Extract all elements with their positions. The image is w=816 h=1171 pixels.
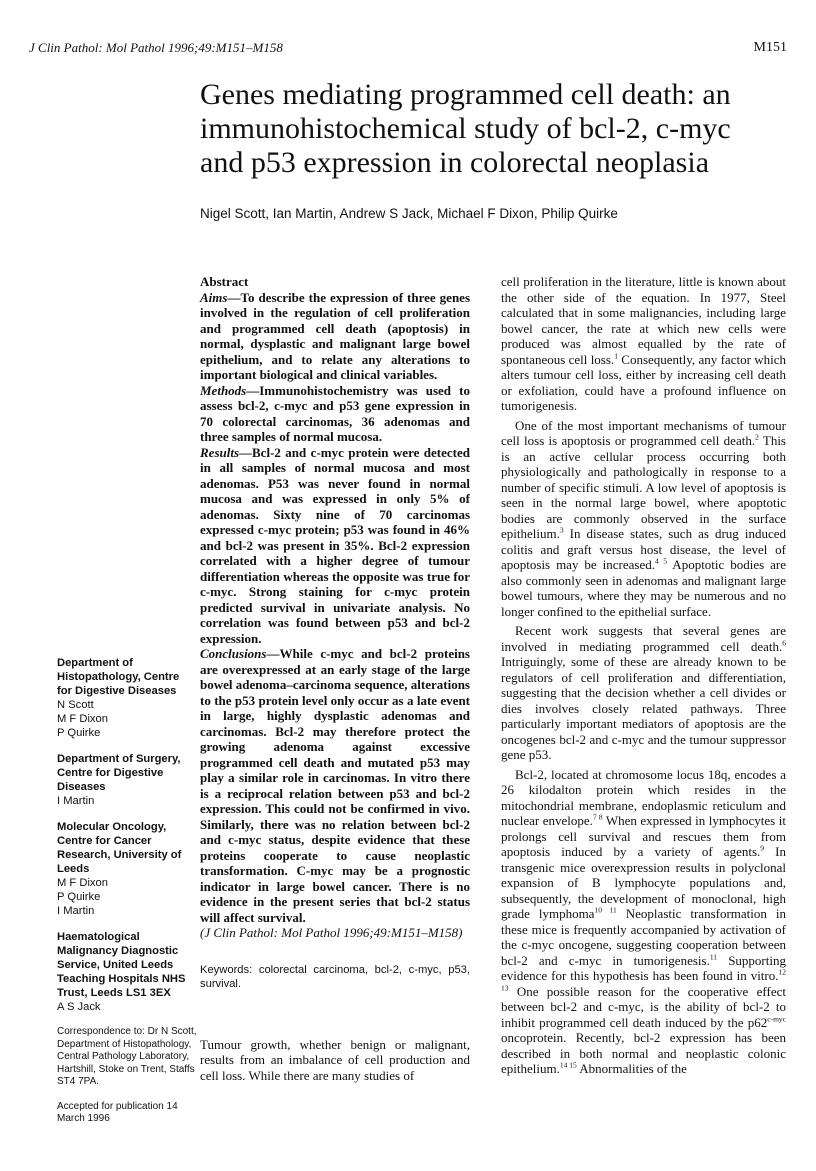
body-paragraph: One of the most important mechanisms of tumour cell loss is apoptosis or programmed cell death.$^2$ This is an active cellular process occurring both physiologically and pathologically in response to a number of specific stimuli. A low level of apoptosis is seen in the normal large bowel, where apoptotic bodies are commonly observed in the surface epithelium.$^3$ In disease states, such as drug induced colitis and graft versus host disease, the level of apoptosis may be increased.$^{4 5}$ Apoptotic bodies are also commonly seen in adenomas and malignant large bowel tumours, where they may be numerous and no longer confined to the epithelial surface.: [501, 417, 787, 619]
affiliation: [57, 656, 197, 740]
reference-mark: 9: [760, 843, 765, 853]
affiliation-author: P Quirke: [57, 727, 101, 739]
article-title: Genes mediating programmed cell death: an immunohistochemical study of bcl-2, c-myc and p53 expression in colorectal neoplasia: [200, 78, 731, 179]
abstract-label: Conclusions: [200, 646, 267, 661]
affiliation-author: M F Dixon: [57, 877, 108, 889]
affiliation-author: P Quirke: [57, 891, 101, 903]
abstract-results: [200, 445, 470, 647]
affiliation-author: A S Jack: [57, 1001, 101, 1013]
affiliation-author: I Martin: [57, 905, 95, 917]
abstract-text: —Immunohistochemistry was used to assess bcl-2, c-myc and p53 gene expression in 70 colorectal carcinomas, 36 adenomas and three samples of normal mucosa.: [200, 382, 470, 444]
author-list: Nigel Scott, Ian Martin, Andrew S Jack, Michael F Dixon, Philip Quirke: [200, 206, 618, 221]
abstract-label: Methods: [200, 382, 247, 398]
abstract-aims: [200, 290, 470, 383]
reference-mark: 6: [782, 638, 786, 648]
reference-mark: 4 5: [654, 556, 668, 566]
journal-citation-header: J Clin Pathol: Mol Pathol 1996;49:M151–M158: [29, 40, 283, 55]
body-paragraph: Bcl-2, located at chromosome locus 18q, encodes a 26 kilodalton protein which resides in the mitochondrial membrane, endoplasmic reticulum and nuclear envelope.$^{7 8}$ When expressed in lymphocytes it prolongs cell survival and rescues them from apoptosis induced by a variety of agents.$^9$ In transgenic mice overexpression results in polyclonal expansion of B lymphocyte populations and, subsequently, the development of monoclonal, high grade lymphoma$^{10 11}$ Neoplastic transformation in these mice is frequently accompanied by activation of the c-myc oncogene, suggesting cooperation between bcl-2 and c-myc in tumorigenesis.$^{11}$ Supporting evidence for this hypothesis has been found in vitro.$^{12 13}$ One possible reason for the cooperative effect between bcl-2 and c-myc, is the ability of bcl-2 to inhibit programmed cell death induced by the $p62^{c-myc}$ oncoprotein. Recently, bcl-2 expression has been described in both normal and neoplastic colonic epithelium.$^{14 15}$ Abnormalities of the: [501, 766, 786, 1076]
reference-mark: 3: [559, 525, 564, 535]
reference-mark: 2: [755, 432, 759, 442]
affiliation-dept: Molecular Oncology, Centre for Cancer Research, University of Leeds: [57, 821, 182, 875]
affiliations-sidebar: [57, 656, 197, 1138]
affiliation-author: M F Dixon: [57, 713, 108, 725]
abstract-conclusions: [200, 646, 470, 925]
affiliation-dept: Department of Surgery, Centre for Digestive Diseases: [57, 753, 181, 793]
affiliation: [57, 752, 197, 808]
abstract-methods: [200, 383, 470, 445]
abstract-text: —While c-myc and bcl-2 proteins are overexpressed at an early stage of the large bowel adenoma–carcinoma sequence, alterations to the p53 protein level only occur as a late event in large, highly dysplastic adenomas and carcinomas. Bcl-2 may therefore protect the growing adenoma against excessive programmed cell death and mutated p53 may play a similar role in carcinomas. In vitro there is a reciprocal relation between p53 and bcl-2 expression. This could not be confirmed in vivo. Similarly, there was no relation between bcl-2 and c-myc status, despite evidence that these proteins cooperate to cause neoplastic transformation. C-myc may be a prognostic indicator in large bowel cancer. There is no evidence in the present series that bcl-2 status will affect survival.: [200, 646, 470, 925]
keywords: Keywords: colorectal carcinoma, bcl-2, c-myc, p53, survival.: [200, 963, 470, 990]
accepted-date: Accepted for publication 14 March 1996: [57, 1100, 178, 1124]
superscript-gene: c-myc: [767, 1014, 786, 1024]
reference-mark: 7 8: [592, 812, 603, 822]
correspondence-address: Correspondence to: Dr N Scott, Department of Histopathology, Central Pathology Laboratory, Hartshill, Stoke on Trent, Staffs ST4 7PA.: [57, 1026, 197, 1087]
abstract-text: —Bcl-2 and c-myc protein were detected in all samples of normal mucosa and most adenomas. P53 was never found in normal mucosa and was expressed in only 5% of adenomas. Sixty nine of 70 carcinomas expressed c-myc protein; p53 was found in 46% and bcl-2 was present in 35%. Bcl-2 expression correlated with a higher degree of tumour differentiation whereas the opposite was true for c-myc. Strong staining for c-myc protein predicted survival in univariate analysis. No correlation was found between p53 and bcl-2 expression.: [200, 444, 470, 646]
reference-mark: 12 13: [501, 967, 786, 993]
affiliation: [57, 930, 197, 1014]
abstract: [200, 274, 470, 941]
reference-mark: 10 11: [594, 905, 617, 915]
body-paragraph: cell proliferation in the literature, little is known about the other side of the equation. In 1977, Steel calculated that in some malignancies, including large bowel cancer, the rate at which new cells were produced was almost equalled by the rate of spontaneous cell loss.$^1$ Consequently, any factor which alters tumour cell loss, either by increasing cell death or exfoliation, could have a profound influence on tumorigenesis.: [501, 274, 787, 413]
body-paragraph: Recent work suggests that several genes are involved in mediating programmed cell death.$^6$ Intriguingly, some of these are already known to be regulators of cell proliferation and differentiation, suggesting that the decision whether a cell divides or dies involves closely related pathways. Three particularly important mediators of apoptosis are the oncogenes bcl-2 and c-myc and the tumour suppressor gene p53.: [501, 623, 786, 762]
reference-mark: 11: [709, 952, 718, 962]
abstract-label: Results: [200, 444, 240, 460]
abstract-label: Aims: [200, 289, 228, 305]
abstract-text: —To describe the expression of three genes involved in the regulation of cell proliferation and programmed cell death (apoptosis) in normal, dysplastic and malignant large bowel epithelium, and to relate any alterations to important biological and clinical variables.: [200, 289, 470, 382]
right-text-column: [501, 274, 786, 1077]
page-number: M151: [753, 40, 787, 55]
affiliation-dept: Haematological Malignancy Diagnostic Service, United Leeds Teaching Hospitals NHS Trust, Leeds LS1 3EX: [57, 931, 186, 999]
reference-mark: 1: [614, 351, 618, 361]
abstract-citation: (J Clin Pathol: Mol Pathol 1996;49:M151–M158): [200, 925, 463, 940]
affiliation-dept: Department of Histopathology, Centre for Digestive Diseases: [57, 657, 180, 697]
affiliation: [57, 820, 197, 918]
abstract-heading: Abstract: [200, 274, 249, 289]
affiliation-author: I Martin: [57, 795, 95, 807]
affiliation-author: N Scott: [57, 699, 94, 711]
reference-mark: 14 15: [559, 1060, 577, 1070]
left-text-column: [200, 274, 470, 1083]
intro-paragraph: Tumour growth, whether benign or malignant, results from an imbalance of cell production and cell loss. While there are many studies of: [200, 1036, 470, 1083]
